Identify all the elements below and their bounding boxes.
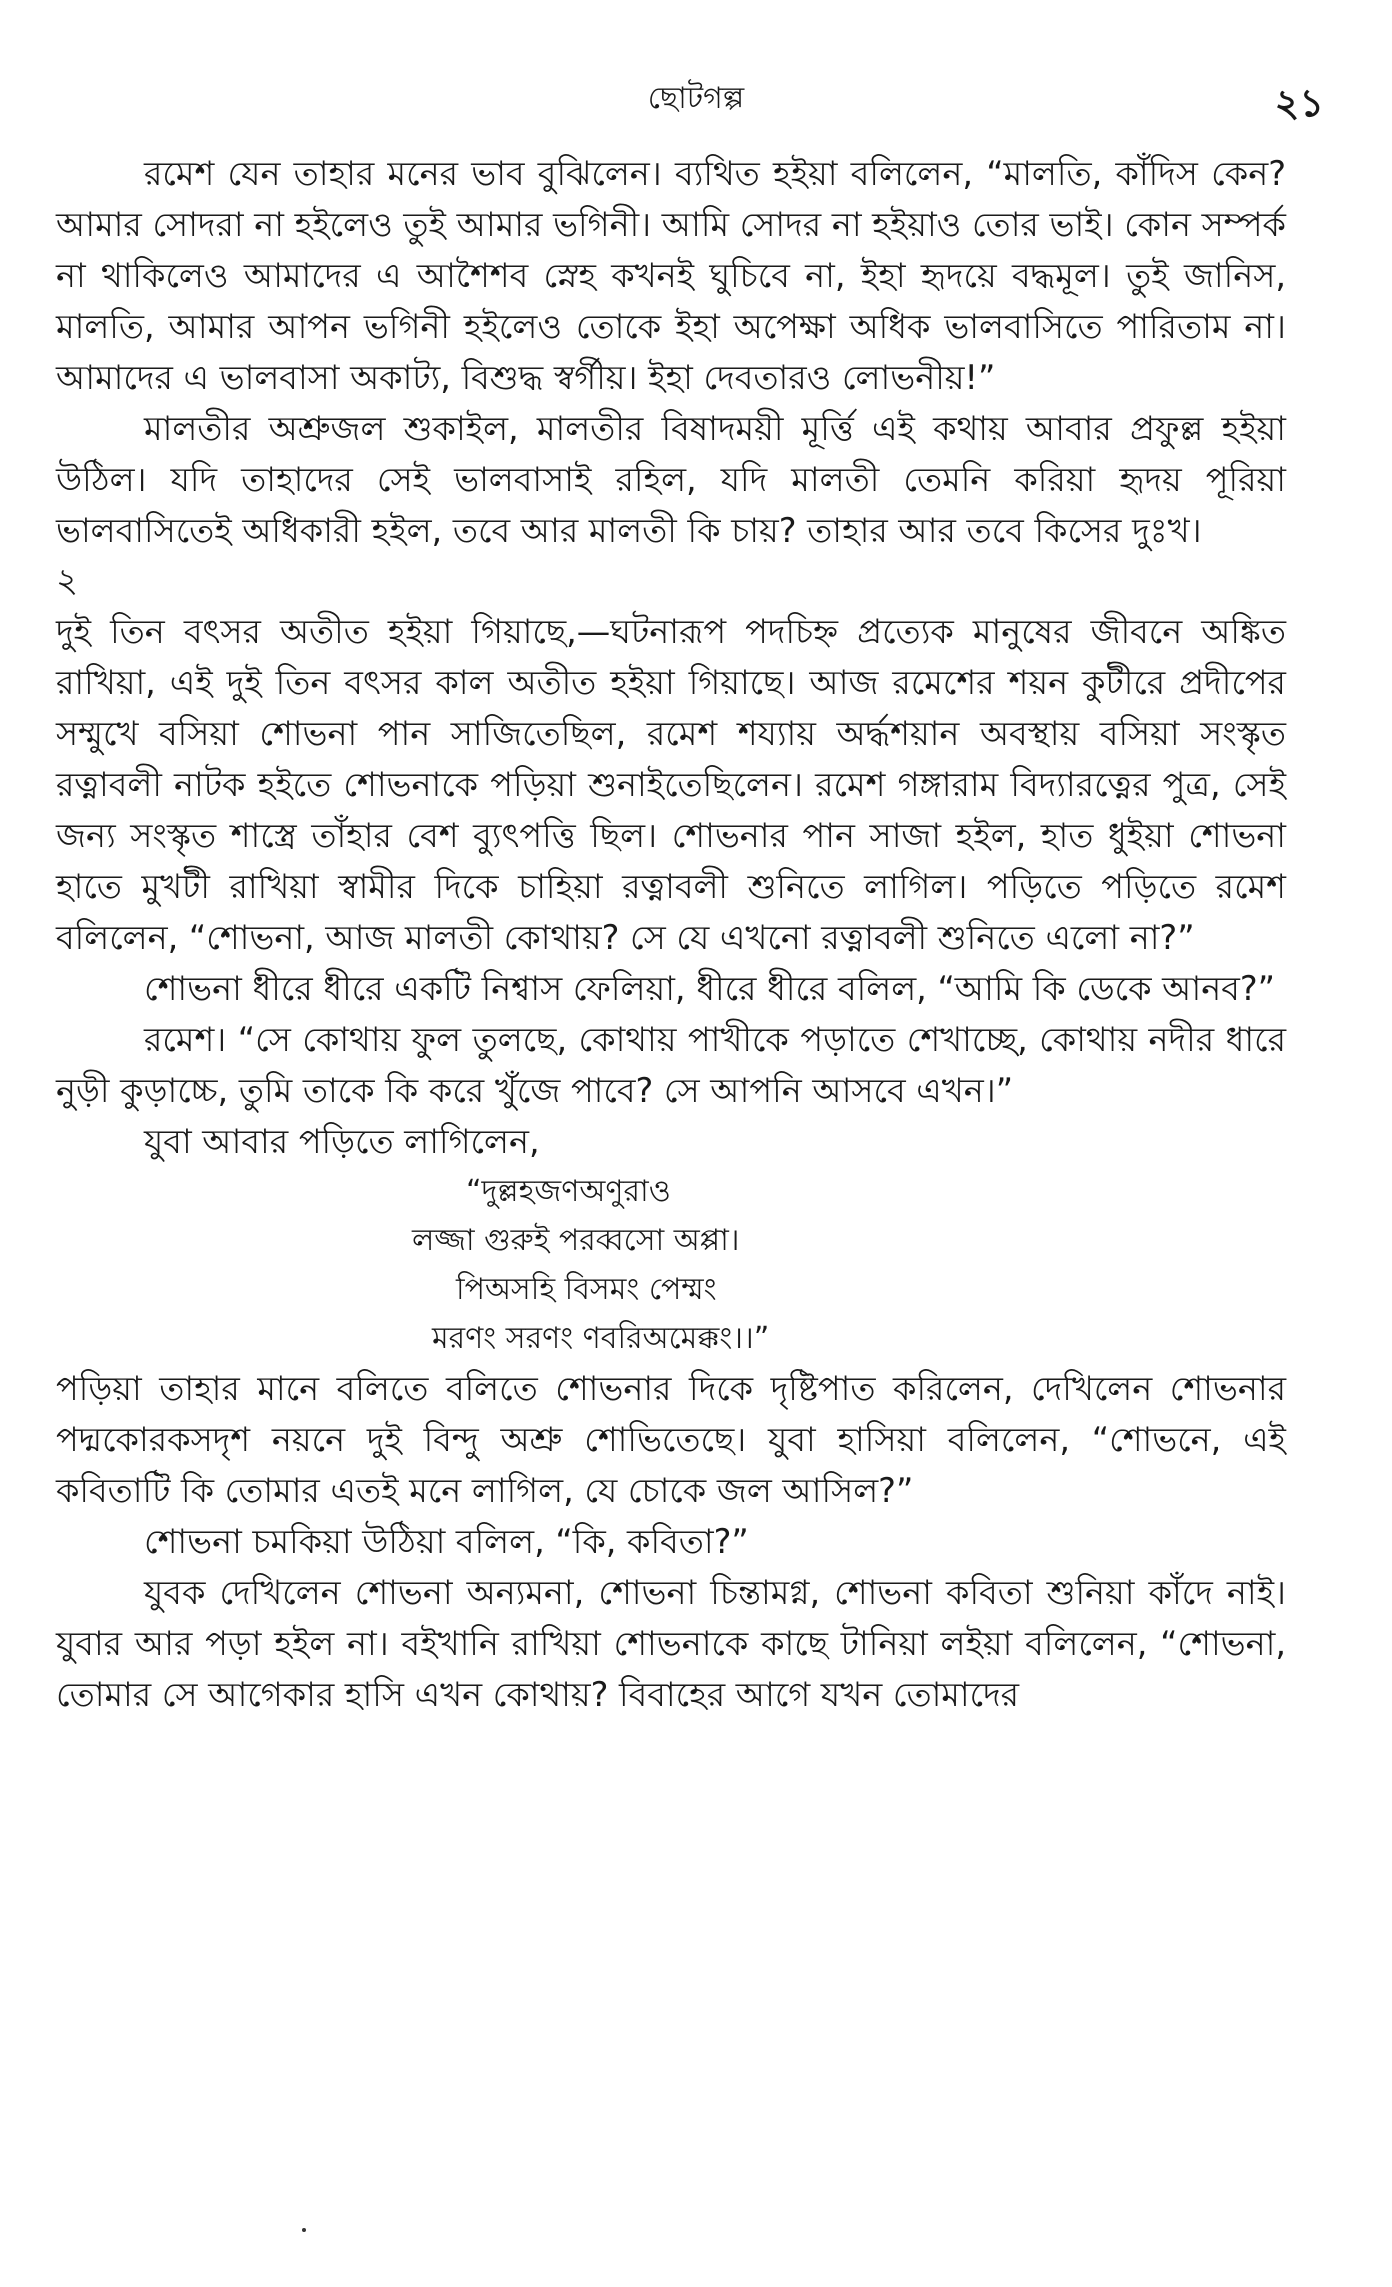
paragraph: মালতীর অশ্রুজল শুকাইল, মালতীর বিষাদময়ী মূর্ত্তি এই কথায় আবার প্রফুল্ল হইয়া উঠিল। যদি তাহাদের সেই ভালবাসাই রহিল, যদি মালতী তেমনি করিয়া হৃদয় পূরিয়া ভালবাসিতেই অধিকারী হইল, তবে আর মালতী কি চায়? তাহার আর তবে কিসের দুঃখ। [56,409,1286,550]
verse-line: মরণং সরণং ণবরিঅমেক্কং।।” [432,1321,770,1356]
verse-line: পিঅসহি বিসমং পেম্মং [456,1272,717,1307]
running-head: ছোটগল্প [647,81,745,116]
paragraph: রমেশ যেন তাহার মনের ভাব বুঝিলেন। ব্যথিত হইয়া বলিলেন, “মালতি, কাঁদিস কেন? আমার সোদরা না হইলেও তুই আমার ভগিনী। আমি সোদর না হইয়াও তোর ভাই। কোন সম্পর্ক না থাকিলেও আমাদের এ আশৈশব স্নেহ কখনই ঘুচিবে না, ইহা হৃদয়ে বদ্ধমূল। তুই জানিস, মালতি, আমার আপন ভগিনী হইলেও তোকে ইহা অপেক্ষা অধিক ভালবাসিতে পারিতাম না। আমাদের এ ভালবাসা অকাট্য, বিশুদ্ধ স্বর্গীয়। ইহা দেবতারও লোভনীয়!” [56,154,1286,397]
paragraph: রমেশ। “সে কোথায় ফুল তুলছে, কোথায় পাখীকে পড়াতে শেখাচ্ছে, কোথায় নদীর ধারে নুড়ী কুড়াচ্চে, তুমি তাকে কি করে খুঁজে পাবে? সে আপনি আসবে এখন।” [56,1020,1286,1110]
paragraph: শোভনা চমকিয়া উঠিয়া বলিল, “কি, কবিতা?” [144,1522,749,1561]
paragraph: যুবক দেখিলেন শোভনা অন্যমনা, শোভনা চিন্তামগ্ন, শোভনা কবিতা শুনিয়া কাঁদে নাই। যুবার আর পড়া হইল না। বইখানি রাখিয়া শোভনাকে কাছে টানিয়া লইয়া বলিলেন, “শোভনা, তোমার সে আগেকার হাসি এখন কোথায়? বিবাহের আগে যখন তোমাদের [56,1573,1286,1714]
section-number: ২ [56,561,79,601]
page-body [56,148,1286,1720]
verse-line: লজ্জা গুরুই পরব্বসো অপ্পা। [412,1223,740,1258]
verse-block [56,1167,1286,1363]
paragraph: যুবা আবার পড়িতে লাগিলেন, [144,1122,540,1161]
page-number: ২১ [1274,81,1324,125]
paragraph: পড়িয়া তাহার মানে বলিতে বলিতে শোভনার দিকে দৃষ্টিপাত করিলেন, দেখিলেন শোভনার পদ্মকোরকসদৃশ নয়নে দুই বিন্দু অশ্রু শোভিতেছে। যুবা হাসিয়া বলিলেন, “শোভনে, এই কবিতাটি কি তোমার এতই মনে লাগিল, যে চোকে জল আসিল?” [56,1369,1286,1510]
print-speck [302,2228,306,2232]
paragraph: দুই তিন বৎসর অতীত হইয়া গিয়াছে,—ঘটনারূপ পদচিহ্ন প্রত্যেক মানুষের জীবনে অঙ্কিত রাখিয়া, এই দুই তিন বৎসর কাল অতীত হইয়া গিয়াছে। আজ রমেশের শয়ন কুটীরে প্রদীপের সম্মুখে বসিয়া শোভনা পান সাজিতেছিল, রমেশ শয্যায় অৰ্দ্ধশয়ান অবস্থায় বসিয়া সংস্কৃত রত্নাবলী নাটক হইতে শোভনাকে পড়িয়া শুনাইতেছিলেন। রমেশ গঙ্গারাম বিদ্যারত্নের পুত্র, সেই জন্য সংস্কৃত শাস্ত্রে তাঁহার বেশ ব্যুৎপত্তি ছিল। শোভনার পান সাজা হইল, হাত ধুইয়া শোভনা হাতে মুখটী রাখিয়া স্বামীর দিকে চাহিয়া রত্নাবলী শুনিতে লাগিল। পড়িতে পড়িতে রমেশ বলিলেন, “শোভনা, আজ মালতী কোথায়? সে যে এখনো রত্নাবলী শুনিতে এলো না?” [56,612,1286,957]
paragraph: শোভনা ধীরে ধীরে একটি নিশ্বাস ফেলিয়া, ধীরে ধীরে বলিল, “আমি কি ডেকে আনব?” [144,969,1276,1008]
verse-line: “দুল্লহজণঅণুরাও [466,1174,671,1209]
